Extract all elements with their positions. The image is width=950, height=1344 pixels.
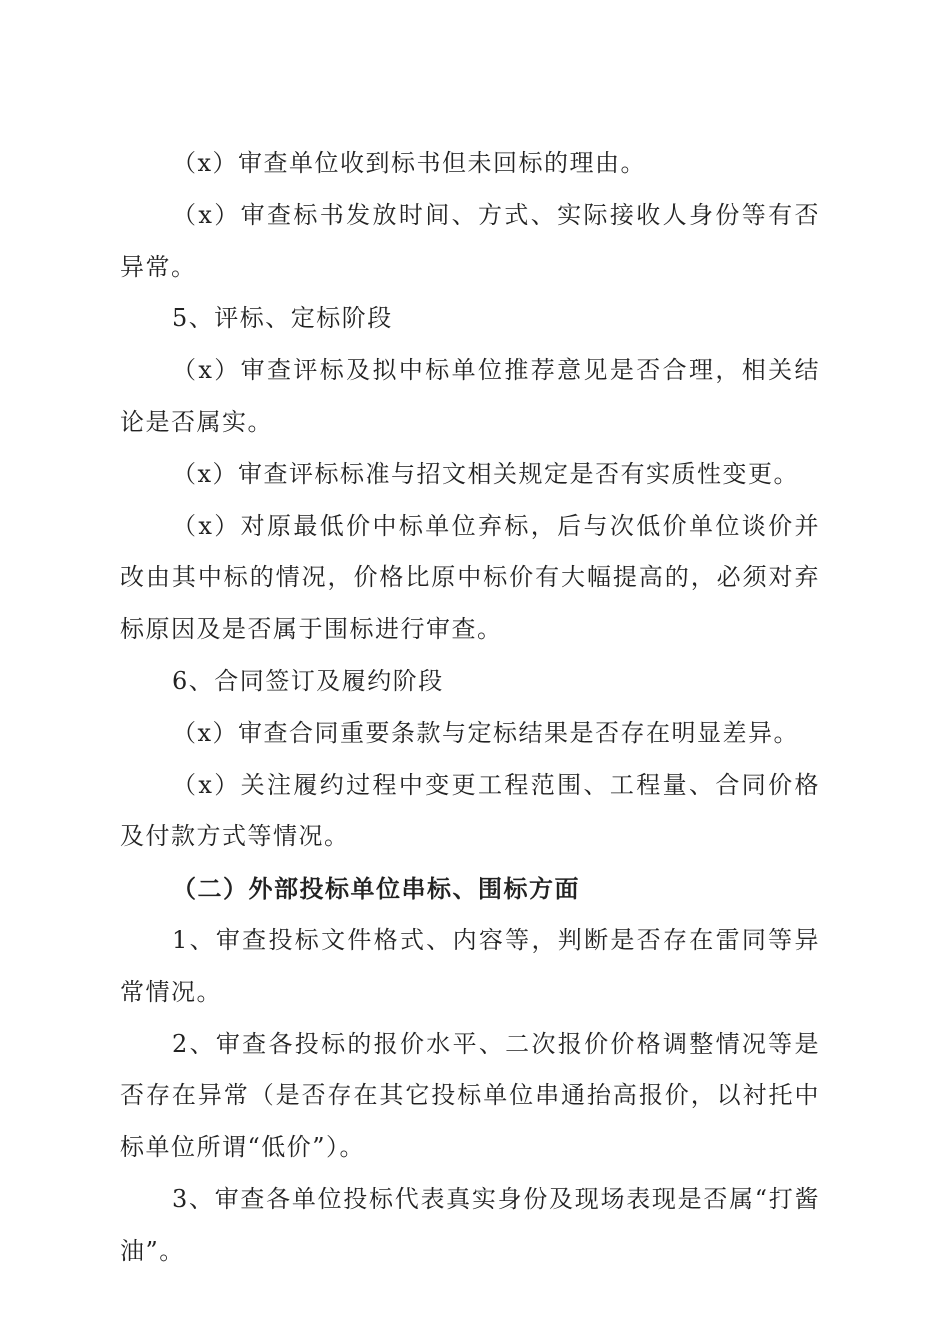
section-contract-stage: 6、合同签订及履约阶段	[172, 666, 444, 695]
paragraph-contract-terms: （x）审查合同重要条款与定标结果是否存在明显差异。	[172, 718, 800, 747]
section-evaluation-stage: 5、评标、定标阶段	[172, 304, 393, 333]
paragraph-bid-pricing: 2、审查各投标的报价水平、二次报价价格调整情况等是否存在异常（是否存在其它投标单位串通抬高报价，以衬托中标单位所谓“低价”）。	[120, 1029, 820, 1162]
paragraph-contract-changes: （x）关注履约过程中变更工程范围、工程量、合同价格及付款方式等情况。	[120, 770, 820, 851]
paragraph-lowest-bid-abandon: （x）对原最低价中标单位弃标，后与次低价单位谈价并改由其中标的情况，价格比原中标价有大幅提高的，必须对弃标原因及是否属于围标进行审查。	[120, 511, 820, 644]
paragraph-reason-no-bid: （x）审查单位收到标书但未回标的理由。	[172, 149, 647, 177]
paragraph-bid-format: 1、审查投标文件格式、内容等，判断是否存在雷同等异常情况。	[120, 925, 820, 1006]
paragraph-evaluation-opinion: （x）审查评标及拟中标单位推荐意见是否合理，相关结论是否属实。	[120, 356, 820, 436]
section-external-collusion: （二）外部投标单位串标、围标方面	[172, 874, 580, 904]
paragraph-evaluation-criteria: （x）审查评标标准与招文相关规定是否有实质性变更。	[172, 459, 800, 488]
paragraph-bid-distribution: （x）审查标书发放时间、方式、实际接收人身份等有否异常。	[120, 200, 820, 281]
document-page	[120, 138, 820, 1278]
paragraph-bid-representatives: 3、审查各单位投标代表真实身份及现场表现是否属“打酱油”。	[120, 1184, 820, 1265]
